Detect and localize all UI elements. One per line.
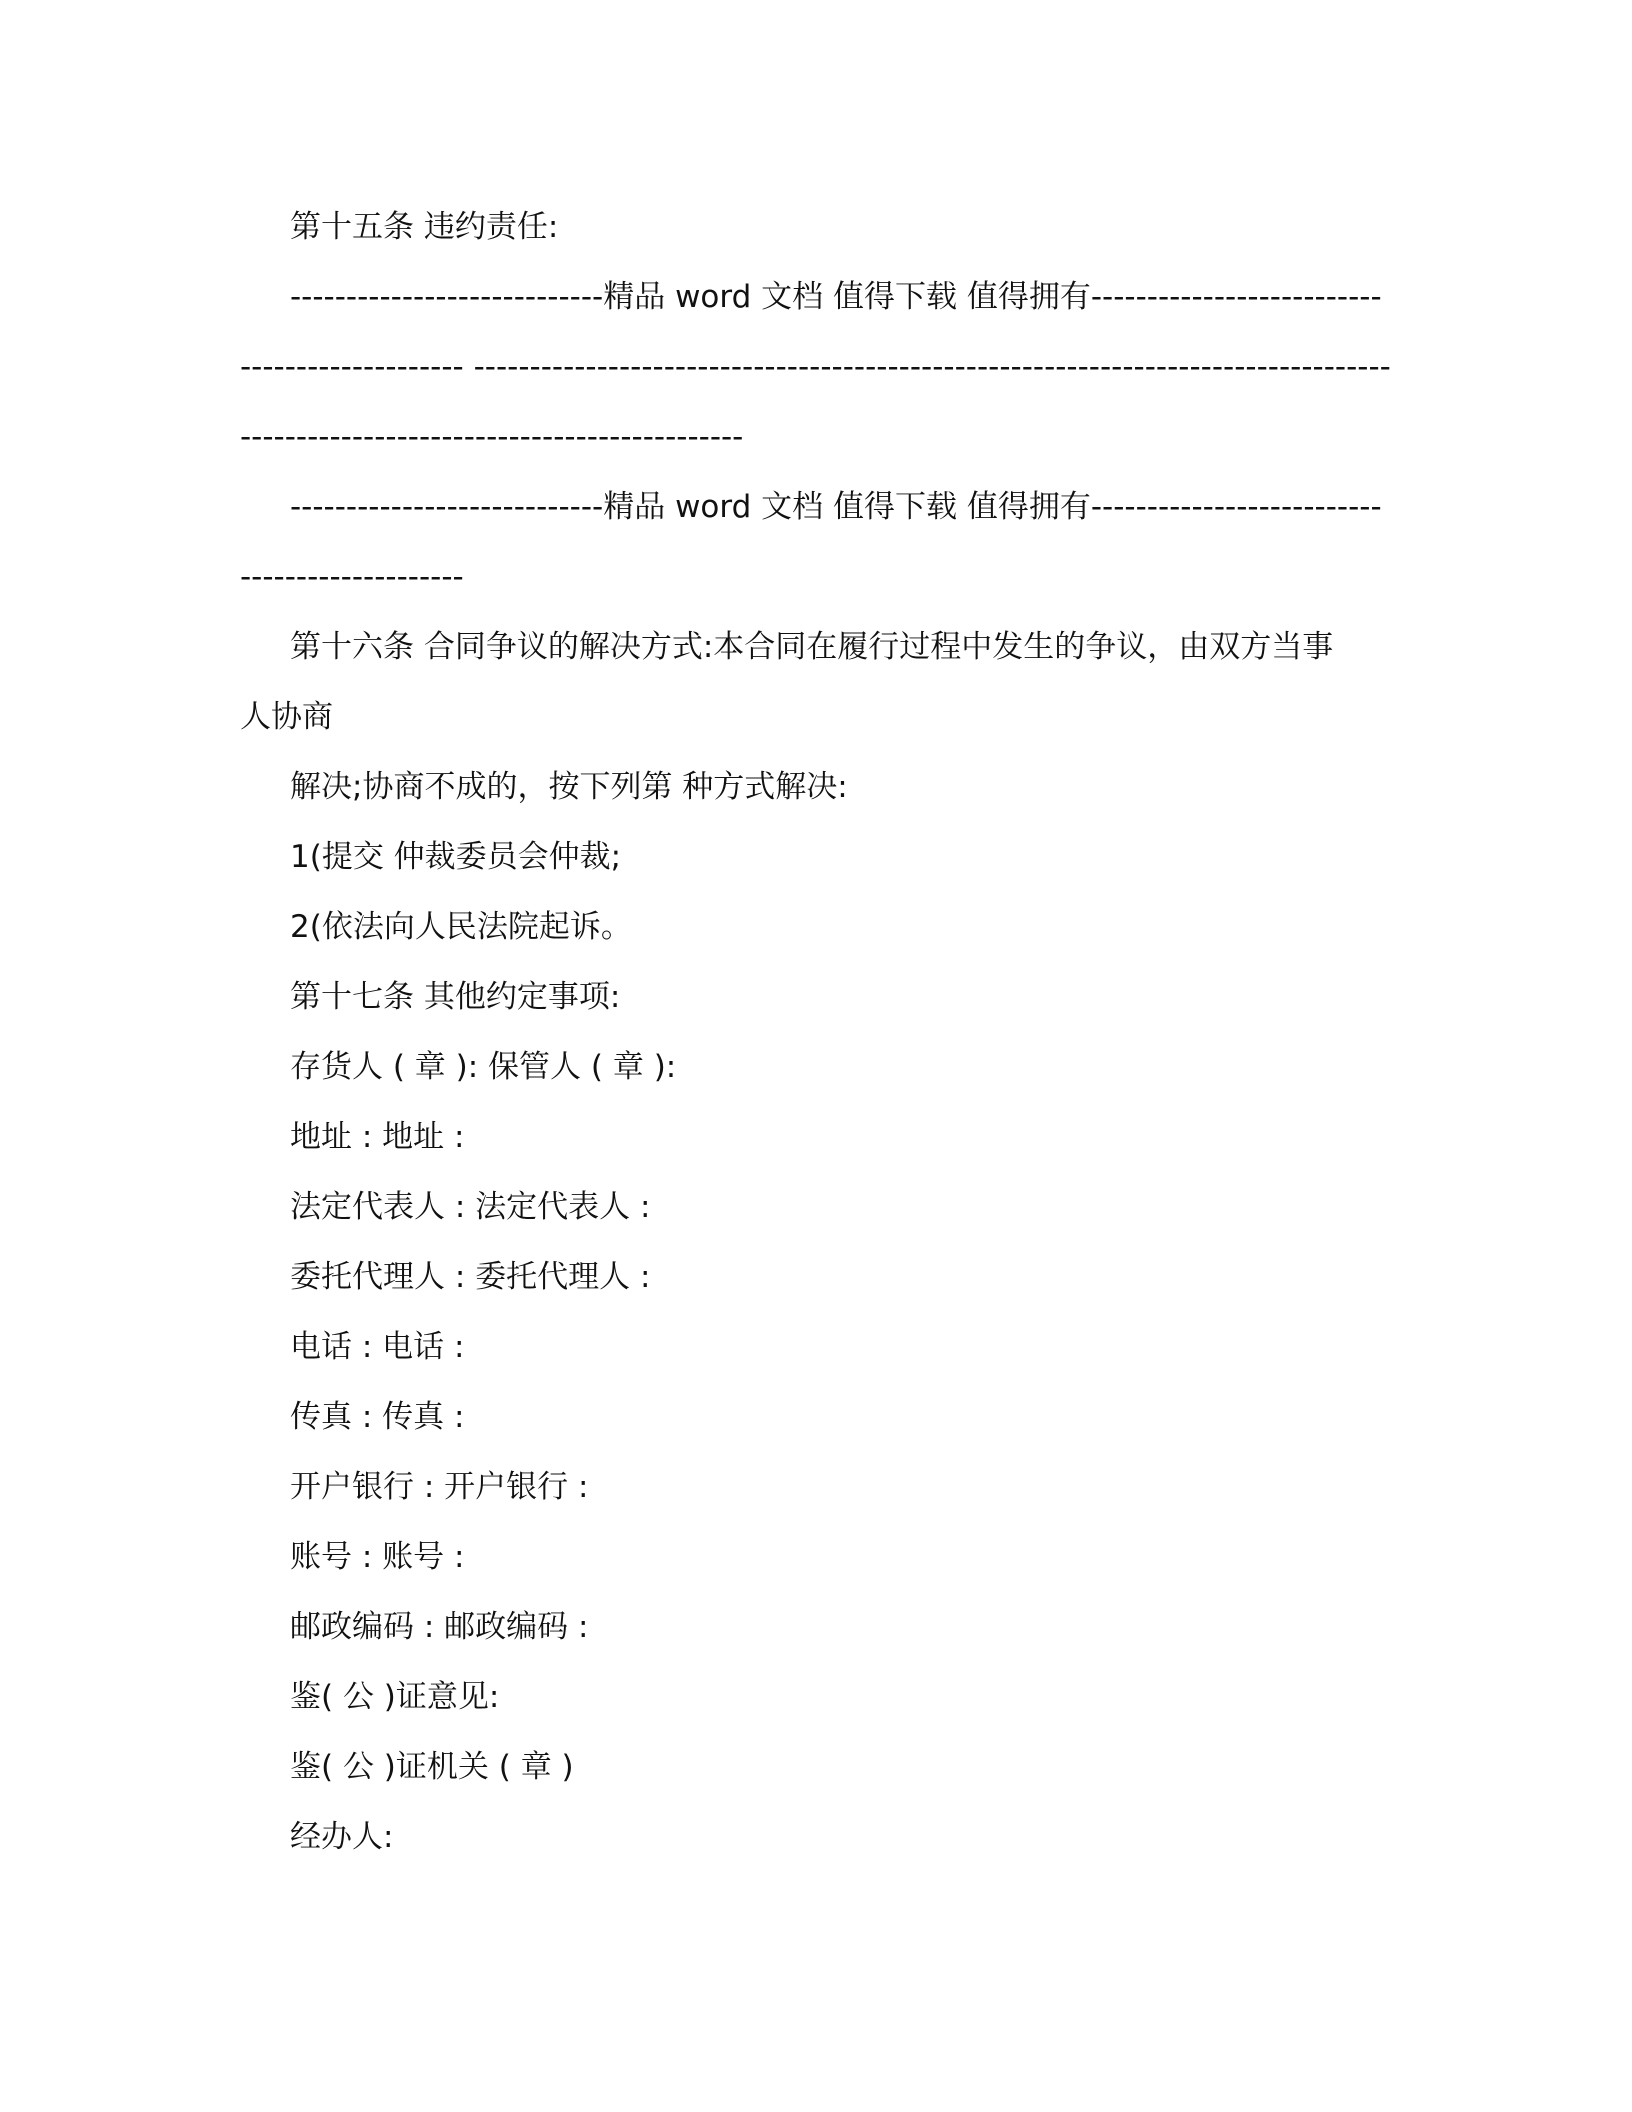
article-15-heading: 第十五条 违约责任: (290, 209, 559, 245)
watermark-separator-line: ----------------------------精品 word 文档 值得下载 值得拥有-------------------------- (290, 489, 1382, 525)
notarization-opinion: 鉴( 公 )证意见: (290, 1679, 500, 1715)
phone-field: 电话 : 电话 : (290, 1329, 465, 1365)
dispute-resolution-text: 解决;协商不成的，按下列第 种方式解决: (290, 769, 848, 805)
option-litigation: 2(依法向人民法院起诉。 (290, 909, 632, 945)
watermark-separator-line: ----------------------------精品 word 文档 值得下载 值得拥有-------------------------- (290, 279, 1382, 315)
address-field: 地址 : 地址 : (290, 1119, 465, 1155)
option-arbitration: 1(提交 仲裁委员会仲裁; (290, 839, 622, 875)
article-16-text-continued: 人协商 (240, 699, 333, 735)
legal-representative-field: 法定代表人 : 法定代表人 : (290, 1189, 651, 1225)
dash-line: -------------------- ---------------------------------------------------------------------------------- (240, 349, 1391, 385)
signature-parties: 存货人 ( 章 ): 保管人 ( 章 ): (290, 1049, 677, 1085)
account-number-field: 账号 : 账号 : (290, 1539, 465, 1575)
postal-code-field: 邮政编码 : 邮政编码 : (290, 1609, 589, 1645)
handler-field: 经办人: (290, 1819, 394, 1855)
document-body (240, 192, 1392, 1872)
dash-line: -------------------- (240, 559, 464, 595)
fax-field: 传真 : 传真 : (290, 1399, 465, 1435)
dash-line: --------------------------------------------- (240, 419, 744, 455)
article-17-heading: 第十七条 其他约定事项: (290, 979, 621, 1015)
article-16-text: 第十六条 合同争议的解决方式:本合同在履行过程中发生的争议，由双方当事 (290, 629, 1334, 665)
bank-field: 开户银行 : 开户银行 : (290, 1469, 589, 1505)
authorized-agent-field: 委托代理人 : 委托代理人 : (290, 1259, 651, 1295)
notarization-authority: 鉴( 公 )证机关 ( 章 ) (290, 1749, 574, 1785)
